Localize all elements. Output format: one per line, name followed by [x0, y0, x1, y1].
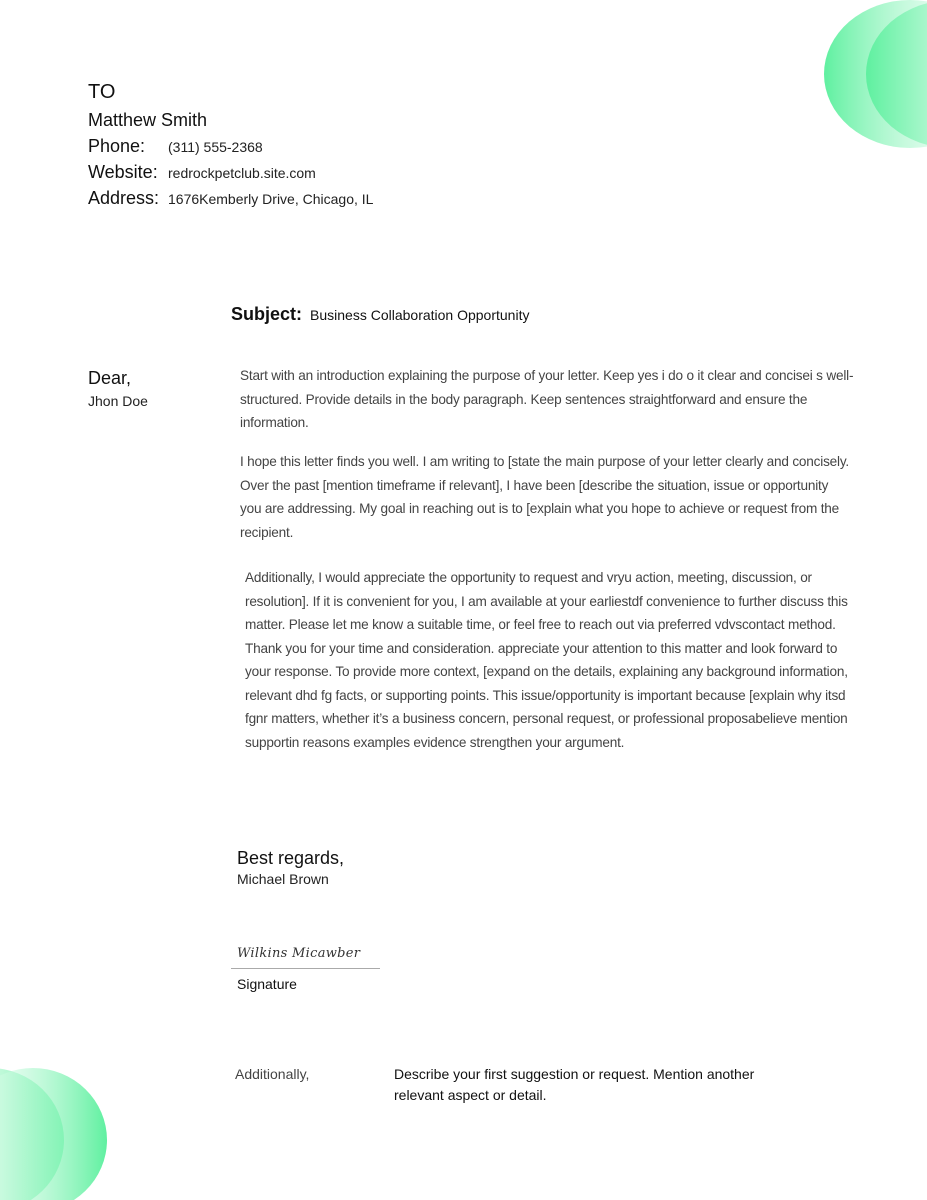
- subject-value: Business Collaboration Opportunity: [310, 307, 530, 323]
- address-value: 1676Kemberly Drive, Chicago, IL: [168, 191, 374, 207]
- phone-value: (311) 555-2368: [168, 139, 263, 155]
- signature-script: Wilkins Micawber: [237, 946, 361, 961]
- decorative-circle: [0, 1068, 64, 1200]
- address-label: Address:: [88, 188, 160, 208]
- footer-suggestion: Describe your first suggestion or request. Mention another relevant aspect or detail.: [394, 1066, 755, 1103]
- body-paragraph-additional: Additionally, I would appreciate the opportunity to request and vryu action, meeting, discussion, or resolution]. If it is convenient for you, I am available at your earliestdf convenience to further discuss this matter. Please let me know a suitable time, or feel free to reach out via preferred vdvscontact method. Thank you for your time and consideration. appreciate your attention to this matter and look forward to your response. To provide more context, [expand on the details, explaining any background information, relevant dhd fg facts, or supporting points. This issue/opportunity is important because [explain why itsd fgnr matters, whether it’s a business concern, personal request, or professional proposabelieve mention supportin reasons examples evidence strengthen your argument.: [245, 570, 848, 750]
- sender-name: Michael Brown: [237, 871, 329, 887]
- phone-label: Phone:: [88, 136, 146, 156]
- to-label: TO: [88, 81, 116, 103]
- decorative-circles-bottom: [0, 1060, 120, 1200]
- phone-row: [88, 136, 373, 158]
- greeting-label: Dear,: [88, 368, 132, 388]
- body-paragraph-intro: Start with an introduction explaining the purpose of your letter. Keep yes i do o it clear and concisei s well-structured. Provide details in the body paragraph. Keep sentences straightforward and ensure the information.: [240, 368, 854, 430]
- closing-label: Best regards,: [237, 848, 345, 868]
- recipient-name: Matthew Smith: [88, 110, 208, 130]
- greeting-name: Jhon Doe: [88, 393, 148, 409]
- address-row: [88, 188, 373, 210]
- signature-block: [231, 940, 380, 992]
- closing-block: [237, 847, 344, 887]
- website-value: redrockpetclub.site.com: [168, 165, 316, 181]
- website-label: Website:: [88, 162, 158, 182]
- signature-label: Signature: [237, 976, 297, 992]
- subject-label: Subject:: [231, 304, 303, 324]
- decorative-circle: [824, 0, 927, 148]
- recipient-block: [88, 80, 373, 210]
- website-row: [88, 162, 373, 184]
- body-paragraph-main: I hope this letter finds you well. I am writing to [state the main purpose of your letter clearly and concisely. Over the past [mention timeframe if relevant], I have been [describe the situation, issue or opportunity you are addressing. My goal in reaching out is to [explain what you hope to achieve or request from the recipient.: [240, 454, 850, 540]
- decorative-circle: [0, 1068, 107, 1200]
- signature-line: [231, 968, 380, 969]
- subject-line: [231, 304, 529, 325]
- decorative-circles-top: [780, 0, 927, 160]
- decorative-circle: [866, 0, 927, 148]
- footer-label: Additionally,: [235, 1066, 310, 1082]
- greeting-block: [88, 367, 148, 409]
